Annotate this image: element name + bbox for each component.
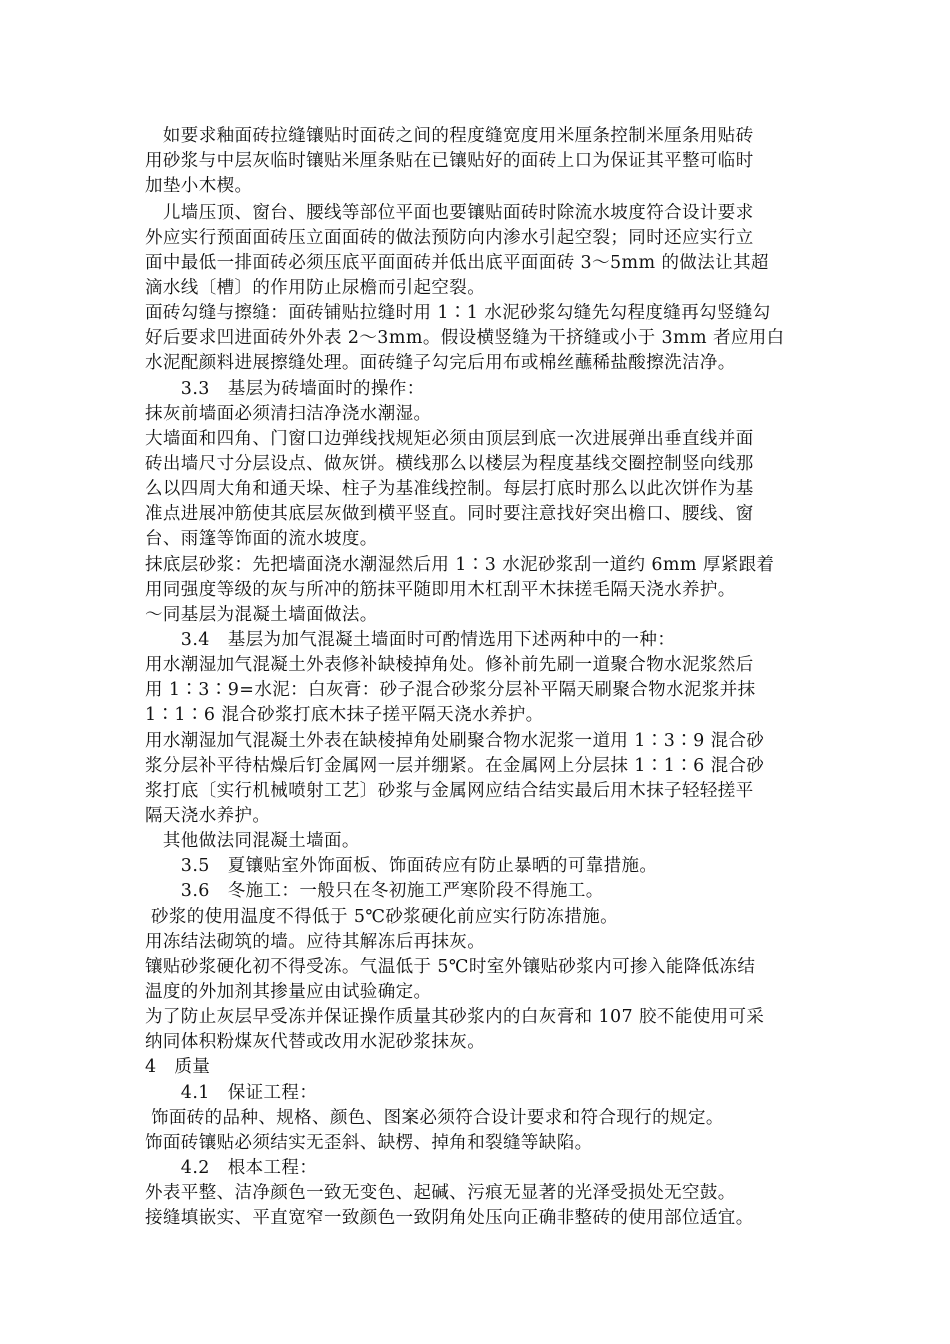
chapter-heading: 4 质量: [145, 1057, 211, 1077]
text-line: 砂浆的使用温度不得低于 5℃砂浆硬化前应实行防冻措施。: [145, 907, 619, 927]
text-line: 接缝填嵌实、平直宽窄一致颜色一致阴角处压向正确非整砖的使用部位适宜。: [145, 1208, 754, 1228]
text-line: 台、雨篷等饰面的流水坡度。: [145, 529, 378, 549]
text-line: 浆打底〔实行机械喷射工艺〕砂浆与金属网应结合结实最后用木抹子轻轻搓平: [145, 781, 754, 801]
text-line: 外应实行预面面砖压立面面砖的做法预防向内渗水引起空裂；同时还应实行立: [145, 228, 754, 248]
text-line: 砖出墙尺寸分层设点、做灰饼。横线那么以楼层为程度基线交圈控制竖向线那: [145, 454, 754, 474]
text-line: 抹灰前墙面必须清扫洁净浇水潮湿。: [145, 404, 432, 424]
section-heading: 3.4 基层为加气混凝土墙面时可酌情选用下述两种中的一种：: [145, 630, 676, 650]
text-line: 用 1∶3∶9=水泥：白灰膏：砂子混合砂浆分层补平隔天刷聚合物水泥浆并抹: [145, 680, 756, 700]
section-heading: 4.2 根本工程：: [145, 1158, 318, 1178]
text-line: 么以四周大角和通天垛、柱子为基准线控制。每层打底时那么以此次饼作为基: [145, 479, 754, 499]
text-line: 用水潮湿加气混凝土外表在缺棱掉角处刷聚合物水泥浆一道用 1∶3∶9 混合砂: [145, 731, 765, 751]
text-line: 为了防止灰层早受冻并保证操作质量其砂浆内的白灰膏和 107 胶不能使用可采: [145, 1007, 765, 1027]
text-line: 用同强度等级的灰与所冲的筋抹平随即用木杠刮平木抹搓毛隔天浇水养护。: [145, 580, 736, 600]
text-line: 外表平整、洁净颜色一致无变色、起碱、污痕无显著的光泽受损处无空鼓。: [145, 1183, 736, 1203]
text-line: 大墙面和四角、门窗口边弹线找规矩必须由顶层到底一次进展弹出垂直线并面: [145, 429, 754, 449]
section-heading: 3.5 夏镶贴室外饰面板、饰面砖应有防止暴晒的可靠措施。: [145, 856, 658, 876]
text-line: 水泥配颜料进展擦缝处理。面砖缝子勾完后用布或棉丝蘸稀盐酸擦洗洁净。: [145, 353, 736, 373]
text-line: 面中最低一排面砖必须压底平面面砖并低出底平面面砖 3～5mm 的做法让其超: [145, 253, 769, 273]
text-line: 温度的外加剂其掺量应由试验确定。: [145, 982, 432, 1002]
text-line: 用水潮湿加气混凝土外表修补缺棱掉角处。修补前先刷一道聚合物水泥浆然后: [145, 655, 754, 675]
text-line: 儿墙压顶、窗台、腰线等部位平面也要镶贴面砖时除流水坡度符合设计要求: [145, 203, 754, 223]
text-line: 加垫小木楔。: [145, 176, 253, 196]
text-line: 用冻结法砌筑的墙。应待其解冻后再抹灰。: [145, 932, 486, 952]
text-line: 1∶1∶6 混合砂浆打底木抹子搓平隔天浇水养护。: [145, 705, 544, 725]
section-heading: 4.1 保证工程：: [145, 1083, 318, 1103]
section-heading: 3.3 基层为砖墙面时的操作：: [145, 379, 425, 399]
text-line: 其他做法同混凝土墙面。: [145, 831, 360, 851]
text-line: 用砂浆与中层灰临时镶贴米厘条贴在已镶贴好的面砖上口为保证其平整可临时: [145, 151, 754, 171]
text-line: ～同基层为混凝土墙面做法。: [145, 605, 378, 625]
text-line: 镶贴砂浆硬化初不得受冻。气温低于 5℃时室外镶贴砂浆内可掺入能降低冻结: [145, 957, 756, 977]
text-line: 好后要求凹进面砖外外表 2～3mm。假设横竖缝为干挤缝或小于 3mm 者应用白: [145, 328, 785, 348]
text-line: 面砖勾缝与擦缝：面砖铺贴拉缝时用 1∶1 水泥砂浆勾缝先勾程度缝再勾竖缝勾: [145, 303, 771, 323]
text-line: 抹底层砂浆：先把墙面浇水潮湿然后用 1∶3 水泥砂浆刮一道约 6mm 厚紧跟着: [145, 555, 775, 575]
text-line: 浆分层补平待枯燥后钉金属网一层并绷紧。在金属网上分层抹 1∶1∶6 混合砂: [145, 756, 765, 776]
text-line: 隔天浇水养护。: [145, 806, 271, 826]
text-line: 准点进展冲筋使其底层灰做到横平竖直。同时要注意找好突出檐口、腰线、窗: [145, 504, 754, 524]
text-line: 如要求釉面砖拉缝镶贴时面砖之间的程度缝宽度用米厘条控制米厘条用贴砖: [145, 126, 754, 146]
text-line: 饰面砖的品种、规格、颜色、图案必须符合设计要求和符合现行的规定。: [145, 1108, 724, 1128]
text-line: 纳同体积粉煤灰代替或改用水泥砂浆抹灰。: [145, 1032, 486, 1052]
section-heading: 3.6 冬施工：一般只在冬初施工严寒阶段不得施工。: [145, 881, 604, 901]
text-line: 饰面砖镶贴必须结实无歪斜、缺楞、掉角和裂缝等缺陷。: [145, 1133, 593, 1153]
text-line: 滴水线〔槽〕的作用防止尿檐而引起空裂。: [145, 278, 486, 298]
